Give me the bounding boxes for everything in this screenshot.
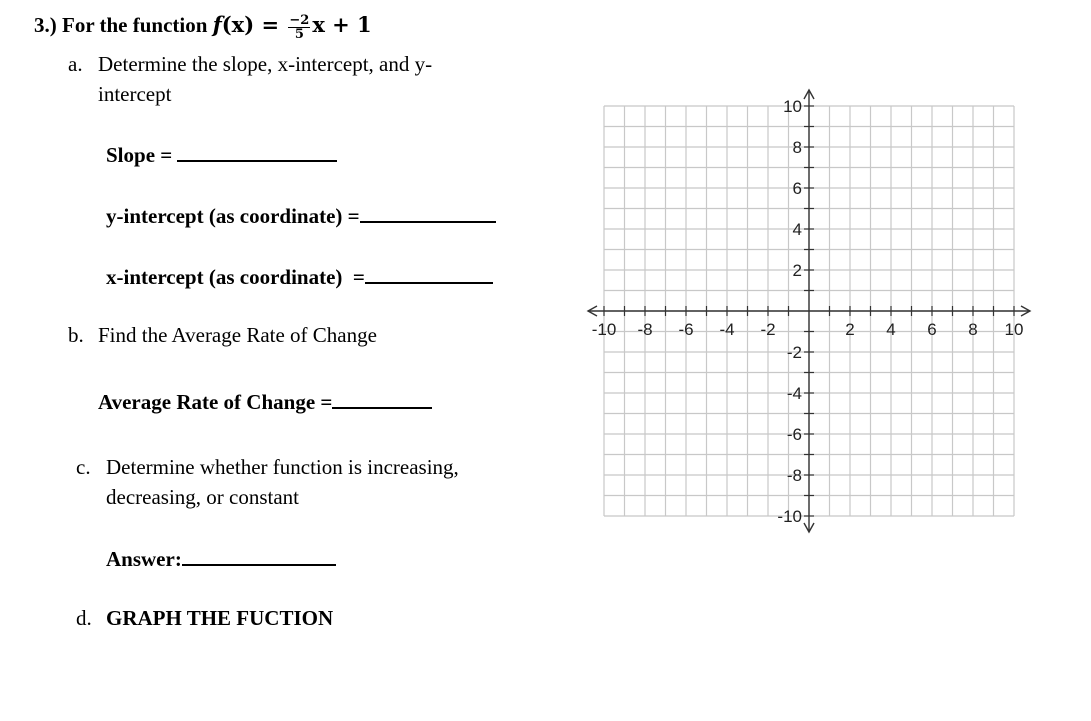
y-tick-label: 8 bbox=[792, 138, 802, 157]
y-tick-label: 2 bbox=[792, 261, 802, 280]
problem-prefix: 3.) For the function bbox=[34, 13, 213, 37]
y-intercept-row bbox=[106, 203, 496, 229]
answer-row bbox=[106, 546, 336, 572]
y-intercept-answer-blank[interactable] bbox=[360, 203, 496, 223]
x-tick-label: 8 bbox=[968, 320, 978, 339]
part-a-line2: intercept bbox=[98, 82, 172, 106]
x-tick-label: 10 bbox=[1004, 320, 1024, 339]
y-tick-label: -4 bbox=[786, 384, 802, 403]
problem-title bbox=[34, 12, 372, 41]
slope-row bbox=[106, 142, 337, 168]
part-c-marker: c. bbox=[76, 455, 91, 479]
x-axis-left-arrow bbox=[588, 306, 597, 316]
x-intercept-answer-blank[interactable] bbox=[365, 264, 493, 284]
part-d-marker: d. bbox=[76, 606, 92, 630]
x-tick-label: -6 bbox=[678, 320, 694, 339]
x-intercept-label: x-intercept (as coordinate) = bbox=[106, 265, 365, 289]
slope-label: Slope = bbox=[106, 143, 173, 167]
function-name: f(x) bbox=[212, 12, 255, 37]
y-tick-label: -8 bbox=[786, 466, 802, 485]
y-axis-bottom-arrow bbox=[804, 523, 814, 532]
answer-label: Answer: bbox=[106, 547, 182, 571]
arc-row bbox=[98, 389, 432, 415]
x-axis-right-arrow bbox=[1021, 306, 1030, 316]
y-tick-label: 6 bbox=[792, 179, 802, 198]
y-intercept-label: y-intercept (as coordinate) = bbox=[106, 204, 360, 228]
x-tick-label: -10 bbox=[591, 320, 617, 339]
fraction-numerator: −2 bbox=[289, 12, 310, 28]
function-rest: x + 1 bbox=[312, 12, 372, 37]
part-a-line1: Determine the slope, x-intercept, and y- bbox=[98, 52, 433, 76]
y-tick-label: -2 bbox=[786, 343, 802, 362]
arc-label: Average Rate of Change = bbox=[98, 390, 333, 414]
y-tick-label: 4 bbox=[792, 220, 802, 239]
y-tick-label: -10 bbox=[777, 507, 802, 526]
slope-fraction bbox=[288, 14, 310, 41]
part-c-line2: decreasing, or constant bbox=[106, 485, 300, 509]
x-intercept-row bbox=[106, 264, 493, 290]
x-tick-label: -4 bbox=[719, 320, 735, 339]
x-tick-label: 4 bbox=[886, 320, 896, 339]
y-tick-label: 10 bbox=[783, 97, 802, 116]
slope-answer-blank[interactable] bbox=[177, 142, 337, 162]
x-tick-label: 2 bbox=[845, 320, 855, 339]
y-axis-top-arrow bbox=[804, 90, 814, 99]
arc-answer-blank[interactable] bbox=[332, 389, 432, 409]
part-a-marker: a. bbox=[68, 52, 83, 76]
part-b-marker: b. bbox=[68, 323, 84, 347]
y-tick-label: -6 bbox=[786, 425, 802, 444]
equals-sign: = bbox=[254, 12, 287, 37]
x-tick-label: 6 bbox=[927, 320, 937, 339]
x-tick-label: -8 bbox=[637, 320, 653, 339]
part-c-line1: Determine whether function is increasing, bbox=[106, 455, 459, 479]
answer-blank[interactable] bbox=[182, 546, 336, 566]
part-d-text: GRAPH THE FUCTION bbox=[106, 606, 334, 630]
x-tick-label: -2 bbox=[760, 320, 776, 339]
part-b-text: Find the Average Rate of Change bbox=[98, 323, 377, 347]
fraction-denominator: 5 bbox=[294, 26, 304, 42]
